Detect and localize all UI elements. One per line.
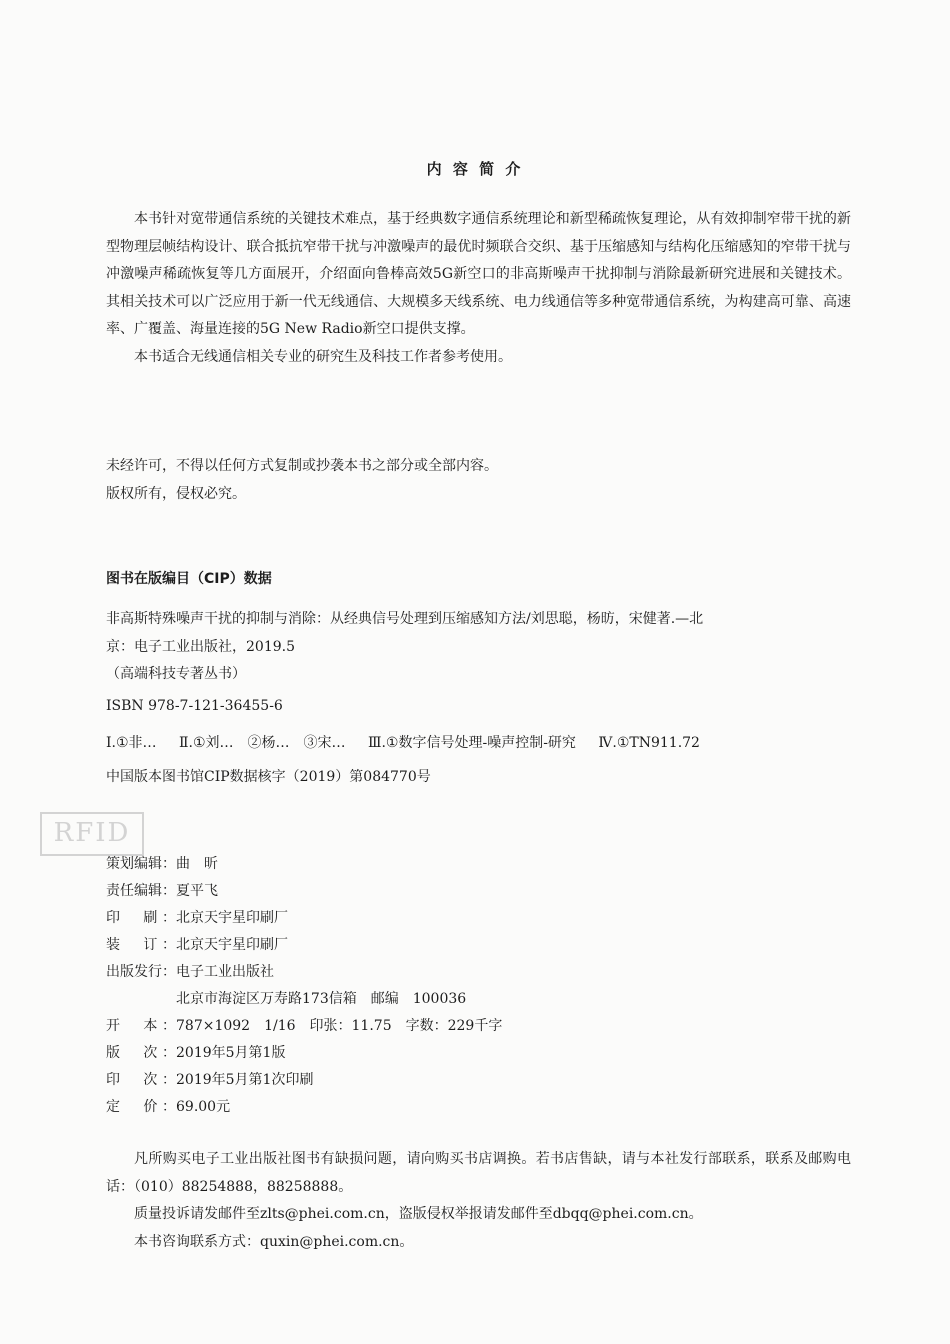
imprint-value: 69.00元: [176, 1099, 231, 1115]
copyright-notice: [106, 453, 851, 508]
imprint-value: 夏平飞: [176, 883, 218, 899]
cip-series: （高端科技专著丛书）: [106, 666, 246, 682]
summary-body: [106, 206, 851, 371]
imprint-publisher: [106, 961, 274, 981]
summary-paragraph: 本书针对宽带通信系统的关键技术难点，基于经典数字通信系统理论和新型稀疏恢复理论，从有效抑制窄带干扰的新型物理层帧结构设计、联合抵抗窄带干扰与冲激噪声的最优时频联合交织、基于压缩感知与结构化压缩感知的窄带干扰与冲激噪声稀疏恢复等几方面展开，介绍面向鲁棒高效5G新空口的非高斯噪声干扰抑制与消除最新研究进展和关键技术。其相关技术可以广泛应用于新一代无线通信、大规模多天线系统、电力线通信等多种宽带通信系统，为构建高可靠、高速率、广覆盖、海量连接的5G New Radio新空口提供支撑。: [106, 211, 851, 337]
imprint-label: 定 价：: [106, 1099, 176, 1115]
cip-entry-line: 京：电子工业出版社，2019.5: [106, 639, 295, 655]
imprint-value: 787×1092 1/16 印张：11.75 字数：229千字: [176, 1018, 503, 1034]
cip-classification: [106, 732, 718, 752]
imprint-binding: [106, 934, 288, 954]
inquiry-contact: 本书咨询联系方式：quxin@phei.com.cn。: [134, 1233, 414, 1250]
imprint-printing: [106, 907, 288, 927]
imprint-value: 2019年5月第1次印刷: [176, 1072, 314, 1088]
imprint-label: 装 订：: [106, 937, 176, 953]
imprint-value: 电子工业出版社: [176, 964, 274, 980]
imprint-price: [106, 1096, 230, 1116]
summary-heading: 内 容 简 介: [426, 160, 524, 178]
imprint-label: 印 刷：: [106, 910, 176, 926]
imprint-value: 北京天宇星印刷厂: [176, 937, 288, 953]
service-notice: [106, 1146, 851, 1256]
imprint-address: 北京市海淀区万寿路173信箱 邮编 100036: [176, 991, 467, 1007]
cip-isbn: ISBN 978-7-121-36455-6: [106, 698, 283, 714]
service-notice-paragraph: 凡所购买电子工业出版社图书有缺损问题，请向购买书店调换。若书店售缺，请与本社发行部联系，联系及邮购电话：（010）88254888，88258888。: [106, 1151, 851, 1195]
imprint-label: 印 次：: [106, 1072, 176, 1088]
imprint-label: 责任编辑：: [106, 883, 176, 899]
imprint-label: 策划编辑：: [106, 856, 176, 872]
cip-number: 中国版本图书馆CIP数据核字（2019）第084770号: [106, 769, 431, 785]
imprint-planning-editor: [106, 853, 218, 873]
summary-audience: 本书适合无线通信相关专业的研究生及科技工作者参考使用。: [134, 348, 512, 365]
copyright-line: 版权所有，侵权必究。: [106, 485, 246, 502]
imprint-label: 出版发行：: [106, 964, 176, 980]
imprint-value: 曲 昕: [176, 856, 218, 872]
imprint-impression: [106, 1069, 313, 1089]
imprint-label: 版 次：: [106, 1045, 176, 1061]
cip-class-item: Ⅰ.①非…: [106, 735, 157, 751]
cip-class-item: Ⅱ.①刘… ②杨… ③宋…: [178, 735, 346, 751]
cip-title: 图书在版编目（CIP）数据: [106, 571, 272, 587]
cip-class-item: Ⅳ.①TN911.72: [598, 735, 700, 751]
imprint-edition: [106, 1042, 285, 1062]
imprint-label: 开 本：: [106, 1018, 176, 1034]
copyright-line: 未经许可，不得以任何方式复制或抄袭本书之部分或全部内容。: [106, 458, 498, 474]
cip-entry-line: 非高斯特殊噪声干扰的抑制与消除：从经典信号处理到压缩感知方法/刘思聪，杨昉，宋健著.—北: [106, 611, 704, 627]
imprint-format: [106, 1015, 502, 1035]
cip-class-item: Ⅲ.①数字信号处理-噪声控制-研究: [367, 735, 576, 751]
imprint-responsible-editor: [106, 880, 218, 900]
rfid-stamp: RFID: [40, 812, 144, 856]
imprint-value: 北京天宇星印刷厂: [176, 910, 288, 926]
imprint-value: 2019年5月第1版: [176, 1045, 286, 1061]
complaint-contact: 质量投诉请发邮件至zlts@phei.com.cn，盗版侵权举报请发邮件至dbqq@phei.com.cn。: [134, 1206, 703, 1222]
